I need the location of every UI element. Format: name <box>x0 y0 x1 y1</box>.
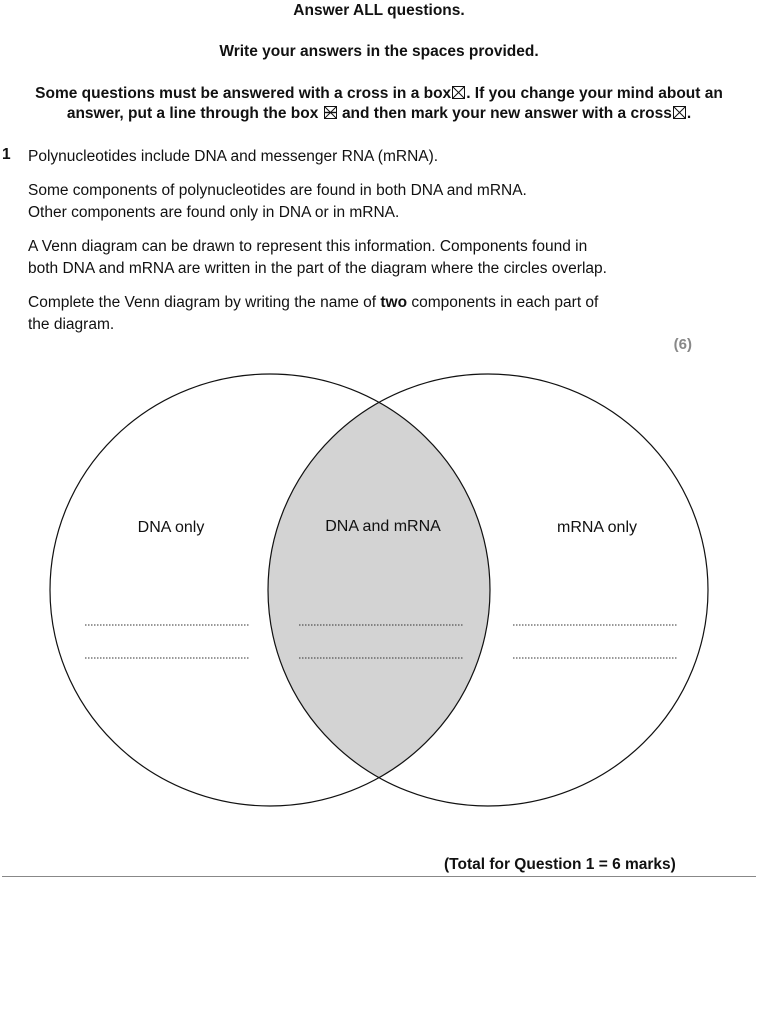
marks-available: (6) <box>673 336 692 353</box>
question-number: 1 <box>2 146 11 163</box>
instruction-answer-all: Answer ALL questions. <box>293 2 465 19</box>
instruction-text: . <box>686 105 692 122</box>
paragraph-text: Complete the Venn diagram by writing the name of <box>28 294 381 311</box>
paragraph-line: Some components of polynucleotides are found in both DNA and mRNA. <box>28 182 527 199</box>
paragraph-line: Other components are found only in DNA or in mRNA. <box>28 204 400 221</box>
venn-overlap-region <box>268 374 708 806</box>
instruction-text: Some questions must be answered with a cross in a box <box>35 85 452 102</box>
venn-label-dna-and-mrna: DNA and mRNA <box>325 518 441 535</box>
venn-label-mrna-only: mRNA only <box>556 519 638 536</box>
instruction-text: and then mark your new answer with a cross <box>341 105 672 122</box>
paragraph-line: A Venn diagram can be drawn to represent this information. Components found in <box>28 238 588 255</box>
paragraph-text: components in each part of <box>407 294 599 311</box>
question-total: (Total for Question 1 = 6 marks) <box>444 856 676 873</box>
venn-label-dna-only: DNA only <box>137 519 205 536</box>
paragraph-line: the diagram. <box>28 316 115 333</box>
instruction-write-answers: Write your answers in the spaces provided. <box>219 43 539 60</box>
instruction-text: . If you change your mind about an <box>466 85 723 102</box>
paragraph-line: both DNA and mRNA are written in the part of the diagram where the circles overlap. <box>28 260 607 277</box>
instruction-text: answer, put a line through the box <box>66 105 319 122</box>
section-divider <box>2 876 756 877</box>
emphasis-text: two <box>380 294 408 311</box>
question-paragraph-1: Polynucleotides include DNA and messenger RNA (mRNA). <box>28 148 439 165</box>
